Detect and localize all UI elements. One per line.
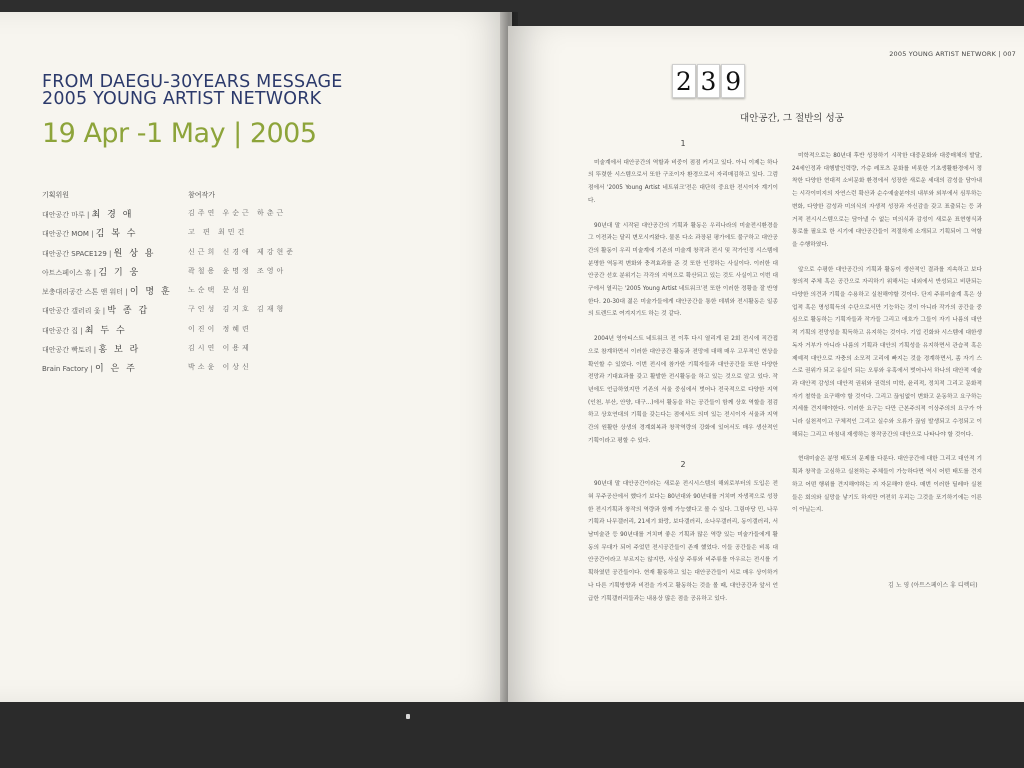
paragraph: 2004년 영아티스트 네트워크 전 이후 다시 열리게 된 2회 전시에 직간접으로 참계하면서 이러한 대안공간 활동과 전망에 대해 매우 고무적인 현상을 확인할 수 있었다. 이번 전시에 참가한 기획자들과 대안공간들 또한 다양한 전망과 기대효과를 갖고 활발한 전시활동을 하고 있는 것으로 알고 있다. 작년에도 언급하였지만 기존의 서울 중심에서 벗어나 전국적으로 다양한 지역(인천, 부산, 안양, 대구...)에서 활동을 하는 공간들이 함께 상호 역할을 점검하고 상호연대의 기획을 갖는다는 점에서도 의미 있는 전시이자 서울과 지역 간의 원활한 상생의 경계회복과 창작역량의 강화에 있어서도 매우 생산적인 기획이라고 평할 수 있다. <box>588 336 778 444</box>
committee-name: 김 기 웅 <box>98 268 141 278</box>
paragraph: 현대미술은 분명 태도의 문제를 다룬다. 대안공간에 대한 그리고 대안적 기획과 창작을 고심하고 실천하는 주체들이 가능하다면 역시 어떤 태도를 견지하고 어떤 행위를 견지해야하는 지 자문해야 한다. 매번 이러한 딜레마 실천들은 회의와 실망을 낳기도 하지만 여전히 우리는 그것을 포기하기에는 이른 이 아닐는지. <box>792 456 982 514</box>
title-line-2: 2005 YOUNG ARTIST NETWORK <box>42 89 322 109</box>
committee-org: 대안공간 SPACE129 | <box>42 250 112 258</box>
committee-row <box>42 361 137 374</box>
paragraph: 미학적으로는 80년대 후반 성장하기 시작한 대중문화와 대중매체의 발달, 24세인정과 대행발인력량, 가층 레포츠 문화를 비롯한 기초생활환경에서 정착한 다양한 현대적 소비문화 환경에서 성장한 새로운 세대의 감성을 담아내는 시각이미지의 자연스런 확산과 순수예술분야의 내부와 외부에서 심투하는 변화, 다양한 감성과 미의식의 자생적 성장과 자신감을 갖고 표출되는 등 과거적 전시시스템으로는 담아낼 수 없는 미의식과 감성이 새로운 표현형식과 통로를 필요로 한 시기에 대안공간들이 적절하게 소개되고 기획되어 그 역할을 수행하였다. <box>792 153 982 248</box>
artist-row: 노순택 문성원 <box>188 286 252 294</box>
committee-org: 아트스페이스 휴 | <box>42 269 97 277</box>
committee-row <box>42 265 140 278</box>
section-number: 1 <box>680 139 686 148</box>
committee-name: 이 은 주 <box>94 364 137 374</box>
committee-name: 최 두 수 <box>84 326 127 336</box>
committee-org: 대안공간 갤러리 옻 | <box>42 307 106 315</box>
committee-org: 대안공간 집 | <box>42 327 83 335</box>
artist-row: 김시연 이용제 <box>188 344 252 352</box>
paragraph: 90년대 말 시작된 대안공간의 기획과 활동은 우리나라의 미술전시환경을 그 이전과는 달리 변모시켜왔다. 물론 다소 과장된 평가에도 불구하고 대안공간의 활동이 우리 미술계에 기존의 미술계 창작과 전시 및 작가인정 시스템에 분명한 역동적 변화와 충격효과를 준 것 또한 인정하는 사실이다. 이러한 대안공간 선호 분위기는 각각의 지역으로 확산되고 있는 것도 사실이고 이번 대구에서 열리는 '2005 Young Artist 네트워크'전 또한 이러한 정황을 잘 반영한다. 20-30대 젊은 미술가들에게 대안공간을 통한 데뷔와 전시활동은 일종의 트렌드로 여겨지기도 하는 것 같다. <box>588 222 778 318</box>
sticker-digit: 9 <box>721 64 745 98</box>
committee-row <box>42 246 155 259</box>
exhibition-date: 19 Apr -1 May | 2005 <box>42 118 317 149</box>
title-line-1: FROM DAEGU-30YEARS MESSAGE <box>42 72 343 92</box>
committee-row <box>42 303 149 316</box>
committee-org: Brain Factory | <box>42 365 93 373</box>
left-page <box>0 12 512 702</box>
small-marker <box>406 714 410 719</box>
artists-header: 참여작가 <box>188 191 216 199</box>
committee-row <box>42 284 172 297</box>
artist-row: 구인성 김지호 김재형 <box>188 305 287 313</box>
committee-header: 기획위원 <box>42 191 70 199</box>
committee-name: 박 종 갑 <box>107 306 150 316</box>
paragraph: 앞으로 수평한 대안공간의 기획과 활동이 생산적인 결과를 지속하고 보다 창의적 주체 혹은 공간으로 자리하기 위해서는 내외에서 반성되고 비판되는 다양한 의견과 기획을 수용하고 실천해야할 것이다. 단지 주류미술계 혹은 상업적 혹은 명성획득의 수단으로서만 기능하는 것이 아니라 작가의 공간을 중심으로 활동하는 기획자들과 작가들 그리고 애호가 그들이 자기 나름의 대안적 기획의 전망성을 획득하고 유지하는 것이다. 기업 킨화와 시스템에 대한생독자 거부가 아니라 나름의 기획과 대안의 기획성을 유지하면서 관습적 혹은 제예적 대안으로 자충의 소모적 고리에 빠지는 것을 경계하면서, 좀 자기 스스로 권위가 되고 유실이 되는 오류와 유혹에서 벗어나서 하나의 대안적 예술과 대안적 감성의 대안적 권위와 권력의 미학, 윤리적, 정치적 그리고 문화적 자기 철학을 요구해야 할 것이다. 그리고 끊임없이 변화고 운동하고 요구하는 지세를 견지해야한다. 이러한 요구는 다만 근본주의적 이상주의의 요구가 아니라 실천적이고 구체적인 그리고 실수와 오류가 끊임 발생되고 수정되고 이해되는 그리고 마침내 재생하는 창작공간의 대안으로 나타나야 할 것이다. <box>792 266 982 438</box>
committee-row <box>42 226 138 239</box>
title-block <box>42 74 343 108</box>
committee-row <box>42 342 140 355</box>
artist-row: 박소윤 이상신 <box>188 363 252 371</box>
committee-org: 대안공간 빡토리 | <box>42 346 97 354</box>
committee-name: 원 상 용 <box>113 249 156 259</box>
paragraph: 미술계에서 대안공간의 역할과 비중이 점점 커지고 있다. 아니 이제는 하나의 뚜렷한 시스템으로서 또한 구조이자 환경으로서 자리매김하고 있다. 그럼 점에서 '2005 Young Artist 네트워크'전은 대단히 중요한 전시이자 계기이다. <box>588 159 778 204</box>
sticker-digit: 3 <box>697 64 721 98</box>
artist-row: 김주연 우순근 하춘근 <box>188 209 287 217</box>
committee-row <box>42 207 133 220</box>
sticker-digit: 2 <box>672 64 696 98</box>
text-column-2 <box>792 150 982 529</box>
paragraph: 90년대 말 대안공간이라는 새로운 전시시스템의 해외로부터의 도입은 전혀 무주공산에서 했다기 보다는 80년대와 90년대를 거치며 자생적으로 성장한 전시기획과 창작의 역량과 함께 가능했다고 볼 수 있다. 그림마당 민, 나무기획과 나무갤러리, 21세기 화랑, 보다갤러리, 소나무갤러리, 동이갤러리, 서남미술관 등 90년대를 거치며 좋은 기획과 많은 역량 있는 미술가들에게 활동의 무대가 되어 주었던 전시공간들이 존재 했었다. 이들 공간들은 비록 대안공간이라고 부르지는 않지만, 사실상 주류와 비주류를 아우르는 전시를 기획하였던 공간들이다. 현재 활동하고 있는 대안공간들이 서로 매우 상이하거나 다른 기획방향과 비전을 가지고 활동하는 것을 볼 때, 대안공간과 앞서 언급한 기획갤러리들과는 내용상 많은 점을 공유하고 있다. <box>588 481 778 602</box>
page-number-sticker <box>672 64 746 96</box>
committee-org: 보충대리공간 스톤 앤 워터 | <box>42 288 128 296</box>
artist-row: 고 편 최민건 <box>188 228 248 236</box>
committee-name: 홍 보 라 <box>98 345 141 355</box>
committee-org: 대안공간 마루 | <box>42 211 90 219</box>
table-surface <box>0 702 1024 768</box>
author-credit: 김 노 영 (아트스페이스 휴 디렉터) <box>888 582 978 589</box>
text-column-1 <box>588 138 778 617</box>
running-header: 2005 YOUNG ARTIST NETWORK | 007 <box>889 50 1016 58</box>
artist-row: 신근희 신경애 제강현준 <box>188 248 297 256</box>
committee-org: 대안공간 MOM | <box>42 230 94 238</box>
artist-row: 곽철용 윤명정 조영아 <box>188 267 287 275</box>
article-title: 대안공간, 그 절반의 성공 <box>740 113 844 124</box>
committee-name: 이 명 훈 <box>129 287 172 297</box>
committee-name: 최 경 애 <box>91 210 134 220</box>
committee-row <box>42 323 127 336</box>
artist-row: 이진이 정혜련 <box>188 325 252 333</box>
section-number: 2 <box>680 460 686 470</box>
committee-name: 김 복 수 <box>95 229 138 239</box>
